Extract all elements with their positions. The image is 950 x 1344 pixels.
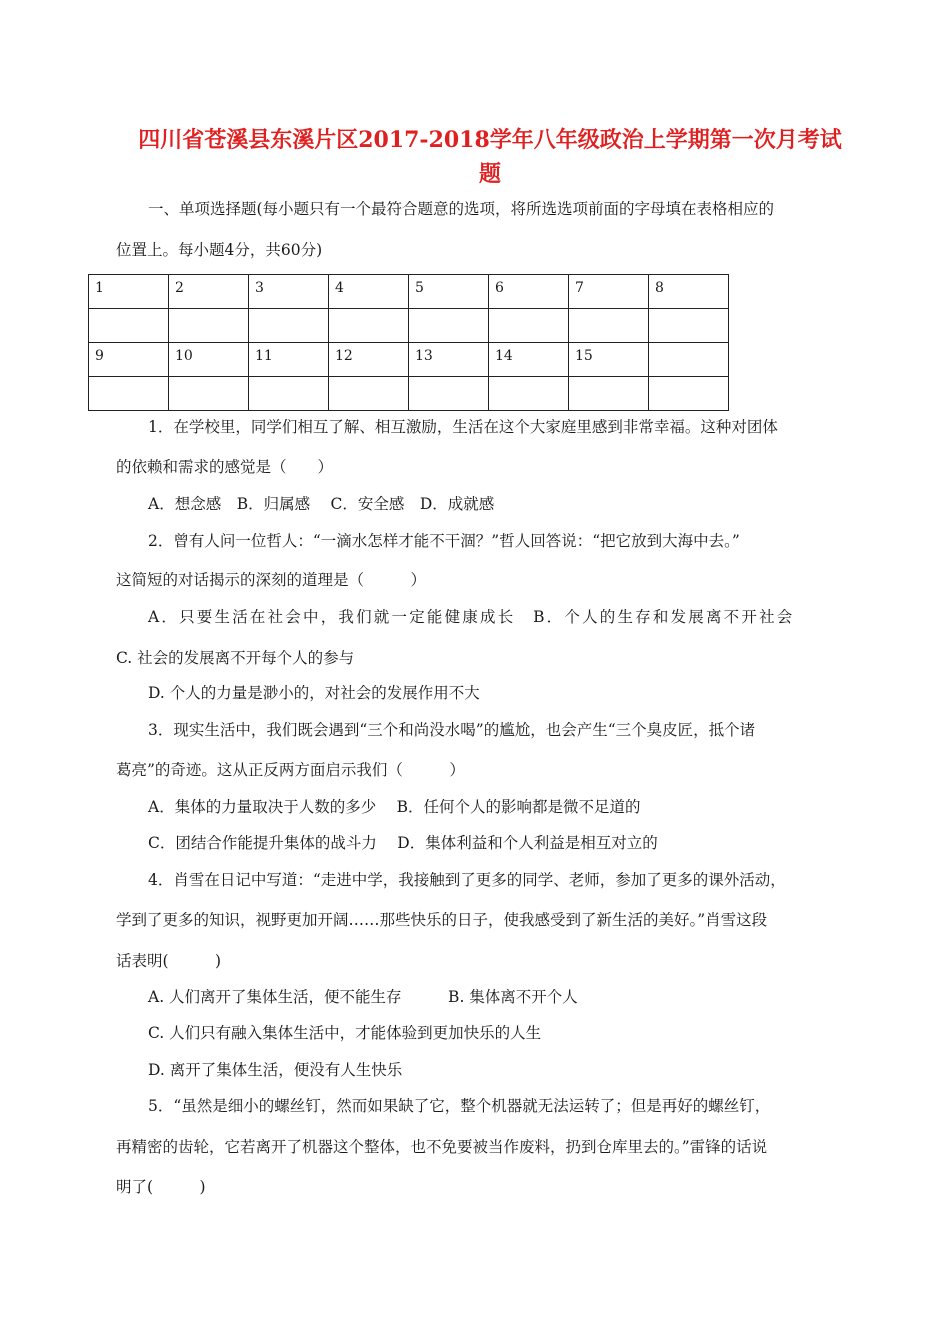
exam-title-line2: 题 <box>478 161 501 187</box>
answer-cell[interactable] <box>329 309 409 343</box>
table-cell: 15 <box>569 343 649 377</box>
question-3-options-cd: C．团结合作能提升集体的战斗力 D．集体利益和个人利益是相互对立的 <box>148 834 658 852</box>
question-1-line1: 1．在学校里，同学们相互了解、相互激励，生活在这个大家庭里感到非常幸福。这种对团体 <box>148 418 778 436</box>
answer-cell[interactable] <box>649 309 729 343</box>
question-1-line2: 的依赖和需求的感觉是（ ） <box>116 458 334 476</box>
answer-cell[interactable] <box>489 377 569 411</box>
question-2-option-c: C. 社会的发展离不开每个人的参与 <box>116 649 355 667</box>
table-row <box>89 275 729 309</box>
question-4-line1: 4．肖雪在日记中写道：“走进中学，我接触到了更多的同学、老师，参加了更多的课外活动， <box>148 871 786 889</box>
answer-cell[interactable] <box>89 309 169 343</box>
question-3-line1: 3．现实生活中，我们既会遇到“三个和尚没水喝”的尴尬，也会产生“三个臭皮匠，抵个诸 <box>148 721 756 739</box>
question-4-option-d: D. 离开了集体生活，便没有人生快乐 <box>148 1061 403 1079</box>
answer-cell[interactable] <box>249 377 329 411</box>
table-cell <box>649 343 729 377</box>
answer-cell[interactable] <box>649 377 729 411</box>
table-row-answers <box>89 377 729 411</box>
table-cell: 5 <box>409 275 489 309</box>
answer-cell[interactable] <box>169 309 249 343</box>
answer-cell[interactable] <box>409 309 489 343</box>
table-cell: 11 <box>249 343 329 377</box>
table-cell: 8 <box>649 275 729 309</box>
answer-cell[interactable] <box>329 377 409 411</box>
table-cell: 6 <box>489 275 569 309</box>
table-cell: 12 <box>329 343 409 377</box>
table-cell: 14 <box>489 343 569 377</box>
answer-cell[interactable] <box>569 309 649 343</box>
question-4-line3: 话表明( ) <box>116 952 222 970</box>
question-5-line1: 5．“虽然是细小的螺丝钉，然而如果缺了它，整个机器就无法运转了；但是再好的螺丝钉， <box>148 1097 771 1115</box>
question-5-line3: 明了( ) <box>116 1178 206 1196</box>
section-heading-line2: 位置上。每小题4分，共60分) <box>116 241 323 259</box>
table-cell: 10 <box>169 343 249 377</box>
table-row-answers <box>89 309 729 343</box>
table-cell: 7 <box>569 275 649 309</box>
answer-cell[interactable] <box>569 377 649 411</box>
question-4-options-ab: A. 人们离开了集体生活，便不能生存 B. 集体离不开个人 <box>148 988 578 1006</box>
question-1-options: A．想念感 B．归属感 C．安全感 D．成就感 <box>148 495 495 513</box>
table-cell: 4 <box>329 275 409 309</box>
table-row <box>89 343 729 377</box>
table-cell: 9 <box>89 343 169 377</box>
table-cell: 1 <box>89 275 169 309</box>
table-cell: 3 <box>249 275 329 309</box>
exam-title-line1: 四川省苍溪县东溪片区2017-2018学年八年级政治上学期第一次月考试 <box>138 127 842 153</box>
answer-cell[interactable] <box>489 309 569 343</box>
answer-cell[interactable] <box>169 377 249 411</box>
answer-table <box>88 274 729 411</box>
question-3-line2: 葛亮”的奇迹。这从正反两方面启示我们（ ） <box>116 761 465 779</box>
section-heading-line1: 一、单项选择题(每小题只有一个最符合题意的选项，将所选选项前面的字母填在表格相应的 <box>148 200 775 218</box>
table-cell: 13 <box>409 343 489 377</box>
answer-cell[interactable] <box>249 309 329 343</box>
question-4-option-c: C. 人们只有融入集体生活中，才能体验到更加快乐的人生 <box>148 1024 542 1042</box>
table-cell: 2 <box>169 275 249 309</box>
question-2-line2: 这简短的对话揭示的深刻的道理是（ ） <box>116 571 427 589</box>
question-2-option-d: D. 个人的力量是渺小的，对社会的发展作用不大 <box>148 684 480 702</box>
question-3-options-ab: A．集体的力量取决于人数的多少 B．任何个人的影响都是微不足道的 <box>148 798 641 816</box>
question-2-options-ab: A．只要生活在社会中，我们就一定能健康成长 B．个人的生存和发展离不开社会 <box>148 608 795 626</box>
answer-cell[interactable] <box>89 377 169 411</box>
question-5-line2: 再精密的齿轮，它若离开了机器这个整体，也不免要被当作废料，扔到仓库里去的。”雷锋的话说 <box>116 1138 768 1156</box>
question-4-line2: 学到了更多的知识，视野更加开阔……那些快乐的日子，使我感受到了新生活的美好。”肖雪这段 <box>116 911 768 929</box>
answer-cell[interactable] <box>409 377 489 411</box>
question-2-line1: 2．曾有人问一位哲人：“一滴水怎样才能不干涸？”哲人回答说：“把它放到大海中去。” <box>148 532 740 550</box>
